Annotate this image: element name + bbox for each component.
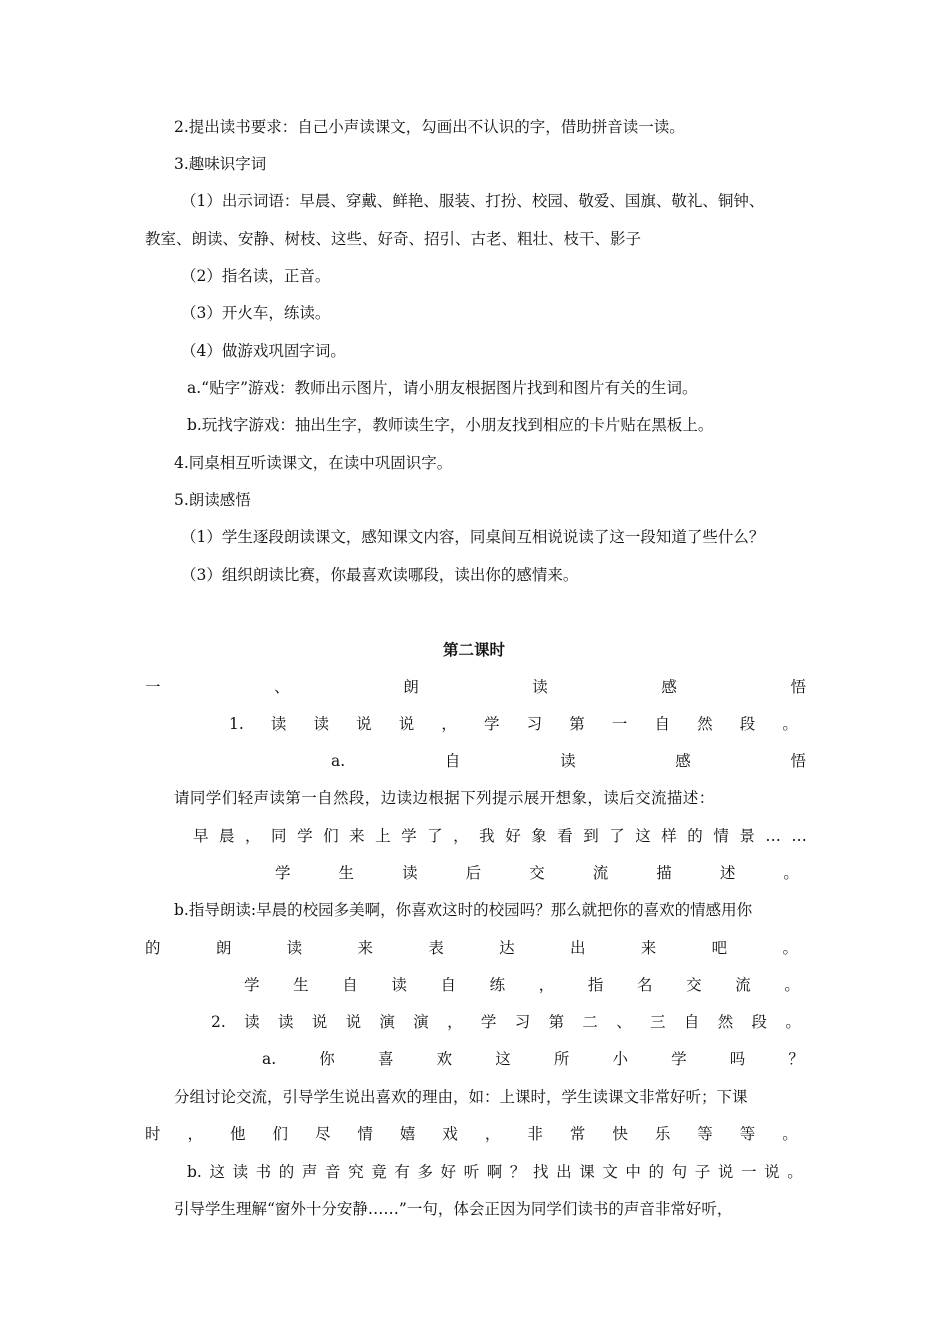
char-token: 的 [145, 939, 161, 957]
char-token: 段 [739, 715, 756, 733]
char-token: 我 [479, 827, 495, 845]
char-token: 看 [557, 827, 573, 845]
text-line: 3.趣味识字词 [174, 155, 267, 173]
text-line: （3）开火车，练读。 [181, 304, 331, 322]
char-token: 欢 [436, 1050, 453, 1068]
char-token: 悟 [790, 752, 806, 770]
char-token: 来 [349, 827, 365, 845]
char-token: 说 [311, 1013, 328, 1031]
char-token: 读 [232, 1163, 249, 1181]
char-token: 演 [413, 1013, 429, 1031]
char-token: ， [245, 827, 261, 845]
char-token: 所 [553, 1050, 570, 1068]
char-token: 达 [499, 939, 515, 957]
char-token: 这 [209, 1163, 225, 1181]
char-token: a. [331, 752, 346, 770]
char-token: 上 [375, 827, 391, 845]
char-token: 来 [640, 939, 657, 957]
char-token: 习 [526, 715, 543, 733]
char-token: 练 [489, 976, 506, 994]
char-token: 自 [654, 715, 671, 733]
char-token: 朗 [215, 939, 232, 957]
char-token: 、 [274, 678, 290, 696]
char-token: 自 [444, 752, 461, 770]
char-token: … [765, 827, 781, 845]
justified-line [211, 1012, 801, 1032]
text-line: （1）出示词语：早晨、穿戴、鲜艳、服装、打扮、校园、敬爱、国旗、敬礼、铜钟、 [181, 192, 765, 210]
char-token: 了 [427, 827, 443, 845]
char-token: 学 [297, 827, 313, 845]
char-token: 述 [719, 864, 736, 882]
text-line: 教室、朗读、安静、树枝、这些、好奇、招引、古老、粗壮、枝干、影子 [145, 230, 642, 248]
char-token: 到 [583, 827, 599, 845]
char-token: 学 [275, 864, 291, 882]
char-token: a. [262, 1050, 277, 1068]
char-token: 读 [532, 678, 548, 696]
char-token: 他 [229, 1125, 246, 1143]
char-token: b. [187, 1163, 202, 1181]
char-token: ？ [788, 1050, 804, 1068]
char-token: 读 [286, 939, 303, 957]
char-token: 生 [293, 976, 309, 994]
char-token: 们 [272, 1125, 288, 1143]
char-token: 了 [609, 827, 625, 845]
char-token: 表 [428, 939, 444, 957]
char-token: 快 [612, 1125, 628, 1143]
text-line: 4.同桌相互听读课文，在读中巩固识字。 [174, 454, 453, 472]
char-token: 二 [582, 1013, 598, 1031]
char-token: 情 [713, 827, 729, 845]
char-token: 喜 [377, 1050, 394, 1068]
char-token: 等 [697, 1125, 713, 1143]
char-token: 演 [379, 1013, 395, 1031]
char-token: 们 [323, 827, 339, 845]
char-token: ， [453, 827, 469, 845]
char-token: 读 [244, 1013, 260, 1031]
justified-line [244, 975, 800, 995]
char-token: 吧 [711, 939, 728, 957]
char-token: 戏 [442, 1125, 458, 1143]
char-token: 出 [556, 1163, 572, 1181]
justified-line [262, 1049, 804, 1069]
char-token: 自 [342, 976, 358, 994]
char-token: 的 [278, 1163, 295, 1181]
char-token: 小 [612, 1050, 629, 1068]
char-token: 读 [313, 715, 330, 733]
text-line: （2）指名读，正音。 [181, 267, 331, 285]
char-token: 后 [465, 864, 482, 882]
char-token: 指 [587, 976, 604, 994]
char-token: 名 [637, 976, 653, 994]
char-token: 交 [529, 864, 545, 882]
char-token: 感 [675, 752, 691, 770]
char-token: 交 [686, 976, 702, 994]
char-token: 一 [740, 1163, 757, 1181]
char-token: 来 [357, 939, 373, 957]
char-token: 竟 [371, 1163, 387, 1181]
char-token: 说 [356, 715, 372, 733]
char-token: 一 [611, 715, 628, 733]
char-token: 段 [751, 1013, 768, 1031]
text-line: b.指导朗读:早晨的校园多美啊，你喜欢这时的校园吗？那么就把你的喜欢的情感用你 [174, 901, 753, 919]
char-token: ， [484, 1125, 501, 1143]
justified-line [145, 677, 806, 697]
char-token: 晨 [219, 827, 235, 845]
char-token: 声 [301, 1163, 318, 1181]
char-token: 说 [345, 1013, 362, 1031]
char-token: 这 [635, 827, 651, 845]
char-token: … [791, 827, 807, 845]
char-token: 学 [244, 976, 260, 994]
text-line: 请同学们轻声读第一自然段，边读边根据下列提示展开想象，读后交流描述： [174, 789, 715, 807]
char-token: 学 [671, 1050, 687, 1068]
char-token: ， [187, 1125, 203, 1143]
char-token: 时 [145, 1125, 161, 1143]
char-token: 子 [694, 1163, 711, 1181]
char-token: 。 [782, 939, 798, 957]
char-token: 2. [211, 1013, 226, 1031]
char-token: 情 [357, 1125, 373, 1143]
justified-line [193, 826, 807, 846]
char-token: 一 [145, 678, 161, 696]
char-token: 学 [401, 827, 417, 845]
text-line: a.“贴字”游戏：教师出示图片，请小朋友根据图片找到和图片有关的生词。 [187, 379, 698, 397]
char-token: 你 [319, 1050, 335, 1068]
char-token: 好 [440, 1163, 457, 1181]
char-token: 等 [739, 1125, 756, 1143]
char-token: 。 [785, 1013, 801, 1031]
char-token: 流 [735, 976, 751, 994]
char-token: 多 [417, 1163, 433, 1181]
char-token: 课 [579, 1163, 595, 1181]
char-token: 常 [569, 1125, 586, 1143]
char-token: 的 [648, 1163, 665, 1181]
char-token: 乐 [654, 1125, 671, 1143]
char-token: 自 [440, 976, 457, 994]
text-line: 分组讨论交流，引导学生说出喜欢的理由，如：上课时，学生读课文非常好听；下课 [174, 1088, 748, 1106]
justified-line [187, 1162, 803, 1182]
char-token: 非 [527, 1125, 543, 1143]
char-token: 感 [661, 678, 677, 696]
char-token: 悟 [790, 678, 806, 696]
char-token: 。 [783, 864, 799, 882]
char-token: 第 [548, 1013, 565, 1031]
justified-line [331, 751, 806, 771]
text-line: 5.朗读感悟 [174, 491, 251, 509]
char-token: 音 [325, 1163, 341, 1181]
char-token: 同 [271, 827, 287, 845]
char-token: 。 [782, 715, 798, 733]
char-token: 啊 [486, 1163, 503, 1181]
char-token: 。 [787, 1163, 803, 1181]
justified-line [275, 863, 799, 883]
char-token: 吗 [729, 1050, 746, 1068]
text-line: 引导学生理解“窗外十分安静……”一句，体会正因为同学们读书的声音非常好听， [174, 1200, 733, 1218]
justified-line [145, 1124, 798, 1144]
char-token: 自 [683, 1013, 700, 1031]
text-line: （4）做游戏巩固字词。 [181, 342, 346, 360]
char-token: 学 [484, 715, 500, 733]
char-token: ， [538, 976, 555, 994]
char-token: 然 [717, 1013, 734, 1031]
char-token: 出 [569, 939, 586, 957]
char-token: 1. [229, 715, 244, 733]
char-token: 好 [505, 827, 521, 845]
text-line: （3）组织朗读比赛，你最喜欢读哪段，读出你的感情来。 [181, 566, 579, 584]
char-token: 句 [671, 1163, 688, 1181]
char-token: 文 [602, 1163, 618, 1181]
char-token: 象 [531, 827, 547, 845]
char-token: ， [441, 715, 457, 733]
char-token: 样 [661, 827, 677, 845]
char-token: 三 [650, 1013, 666, 1031]
char-token: 早 [193, 827, 209, 845]
char-token: ， [447, 1013, 463, 1031]
char-token: 听 [463, 1163, 480, 1181]
char-token: 说 [398, 715, 415, 733]
char-token: 流 [592, 864, 609, 882]
char-token: 有 [394, 1163, 410, 1181]
char-token: 读 [560, 752, 576, 770]
char-token: 中 [625, 1163, 641, 1181]
char-token: 、 [616, 1013, 632, 1031]
char-token: 第 [569, 715, 585, 733]
text-line: b.玩找字游戏：抽出生字，教师读生字，小朋友找到相应的卡片贴在黑板上。 [187, 416, 714, 434]
char-token: 读 [391, 976, 407, 994]
char-token: 。 [784, 976, 800, 994]
char-token: 说 [764, 1163, 780, 1181]
text-line: （1）学生逐段朗读课文，感知课文内容，同桌间互相说说读了这一段知道了些什么？ [181, 528, 765, 546]
char-token: 读 [277, 1013, 294, 1031]
char-token: 。 [782, 1125, 798, 1143]
char-token: 朗 [403, 678, 419, 696]
char-token: 这 [495, 1050, 511, 1068]
char-token: 生 [338, 864, 355, 882]
char-token: 的 [687, 827, 703, 845]
char-token: ？ [509, 1163, 526, 1181]
char-token: 嬉 [399, 1125, 416, 1143]
text-line: 2.提出读书要求：自己小声读课文，勾画出不认识的字，借助拼音读一读。 [174, 118, 685, 136]
char-token: 然 [697, 715, 713, 733]
char-token: 究 [348, 1163, 364, 1181]
char-token: 学 [480, 1013, 497, 1031]
char-token: 书 [255, 1163, 272, 1181]
justified-line [145, 938, 798, 958]
section-title: 第二课时 [443, 641, 506, 659]
char-token: 说 [717, 1163, 734, 1181]
char-token: 描 [656, 864, 672, 882]
char-token: 找 [532, 1163, 549, 1181]
char-token: 习 [514, 1013, 531, 1031]
char-token: 景 [739, 827, 755, 845]
char-token: 读 [270, 715, 287, 733]
char-token: 尽 [314, 1125, 331, 1143]
justified-line [229, 714, 798, 734]
char-token: 读 [402, 864, 418, 882]
